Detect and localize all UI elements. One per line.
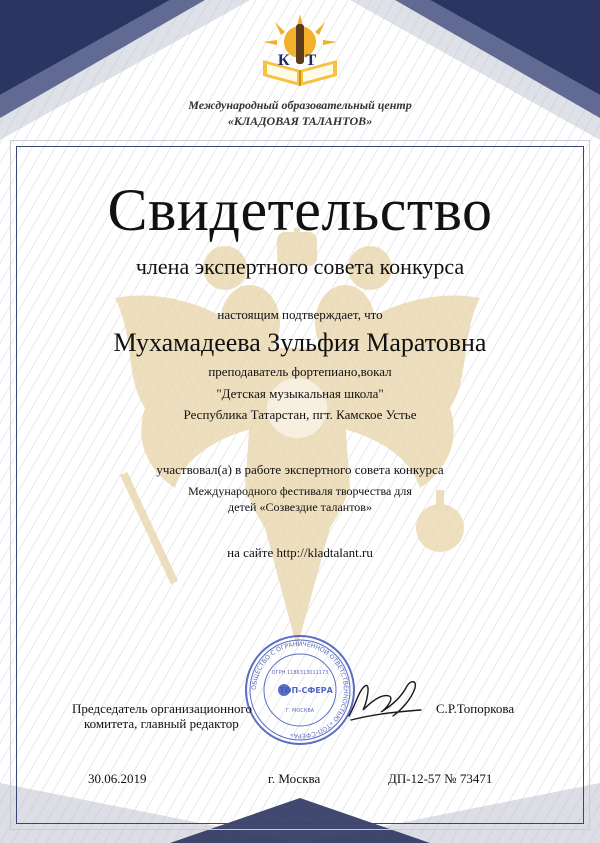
org-name-line1: Международный образовательный центр	[188, 98, 412, 112]
recipient-name: Мухамадеева Зульфия Маратовна	[113, 328, 487, 357]
issue-city: г. Москва	[268, 771, 321, 786]
signer-name: С.Р.Топоркова	[436, 701, 515, 716]
certificate-title: Свидетельство	[107, 177, 493, 243]
stamp-ogrn-text: ОГРН 1186313011173	[271, 670, 329, 676]
stamp-city-text: Г. МОСКВА	[285, 708, 315, 714]
eagle-watermark-icon	[105, 228, 490, 648]
signature-icon	[345, 676, 425, 726]
festival-line2: детей «Созвездие талантов»	[228, 500, 372, 514]
recipient-position: преподаватель фортепиано,вокал	[208, 364, 392, 379]
festival-line1: Международного фестиваля творчества для	[188, 484, 412, 498]
certificate-subtitle: члена экспертного совета конкурса	[135, 254, 465, 279]
stamp-ring-text: ОБЩЕСТВО С ОГРАНИЧЕННОЙ ОТВЕТСТВЕННОСТЬЮ «ТОП-СФЕРА»	[250, 640, 350, 740]
issue-date: 30.06.2019	[88, 771, 147, 786]
logo-letters: К Т	[277, 52, 323, 69]
confirm-text: настоящим подтверждает, что	[217, 307, 383, 322]
recipient-school: "Детская музыкальная школа"	[216, 386, 384, 401]
website-text: на сайте http://kladtalant.ru	[227, 545, 373, 560]
logo-icon	[255, 12, 345, 90]
chair-role-line2: комитета, главный редактор	[84, 716, 239, 731]
org-name-line2: «КЛАДОВАЯ ТАЛАНТОВ»	[227, 114, 373, 128]
document-number: ДП-12-57 № 73471	[388, 771, 493, 786]
stamp-center-text: ТОП-СФЕРА	[279, 686, 333, 695]
recipient-region: Республика Татарстан, пгт. Камское Устье	[183, 407, 417, 422]
stamp-icon	[244, 634, 356, 746]
chair-role-line1: Председатель организационного	[72, 701, 253, 716]
participation-text: участвовал(а) в работе экспертного совета конкурса	[156, 462, 444, 477]
